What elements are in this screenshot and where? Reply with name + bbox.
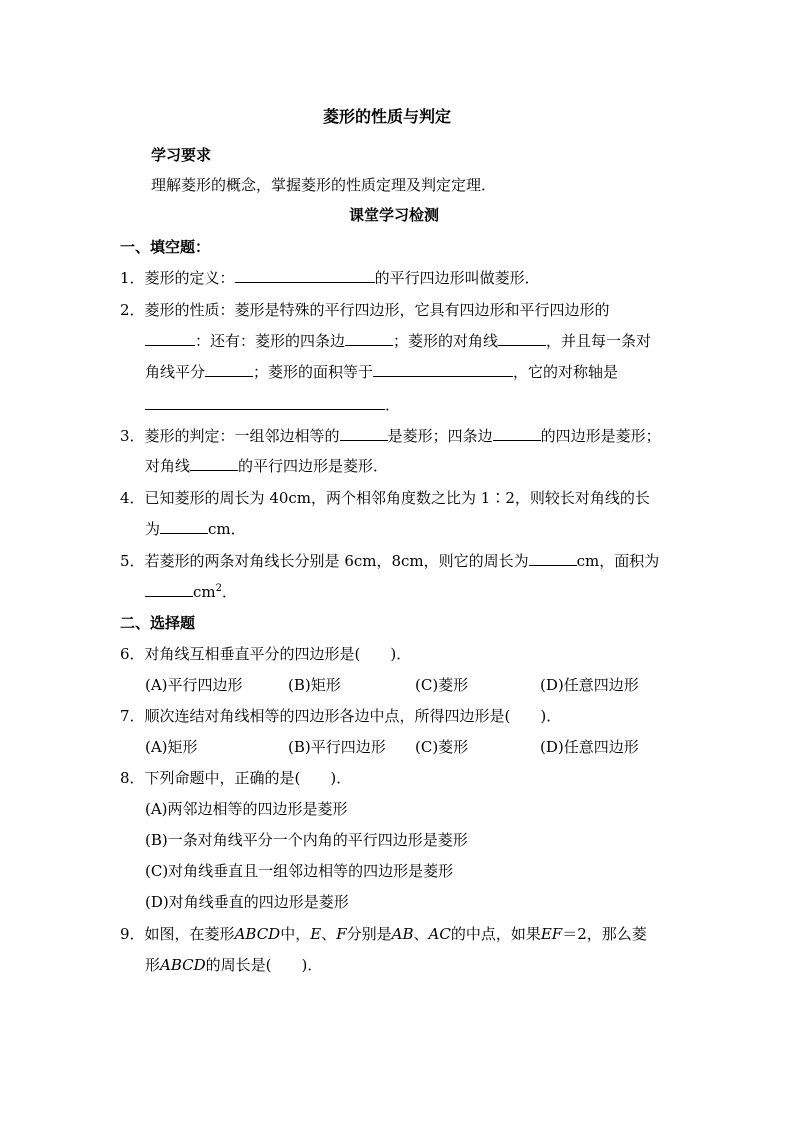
question-2-line-2	[145, 331, 651, 351]
q9-text: 分别是	[346, 925, 392, 943]
question-7	[120, 706, 561, 726]
q3-text: 菱形的判定：一组邻边相等的	[144, 427, 340, 445]
option-d[interactable]: (D)对角线垂直的四边形是菱形	[145, 893, 349, 911]
q3-text: 的平行四边形是菱形．	[238, 457, 389, 475]
answer-blank[interactable]	[373, 362, 513, 377]
q6-text: 对角线互相垂直平分的四边形是( )．	[144, 645, 412, 663]
q3-text: 的四边形是菱形；	[540, 427, 661, 445]
part1-heading: 一、填空题：	[120, 238, 211, 256]
answer-blank[interactable]	[205, 362, 253, 377]
question-6	[120, 644, 411, 664]
option-a[interactable]: (A)平行四边形	[145, 676, 243, 694]
q5-text: cm	[193, 583, 216, 601]
answer-blank[interactable]	[235, 268, 375, 283]
question-number: 7．	[120, 707, 145, 725]
section-heading: 课堂学习检测	[349, 206, 440, 224]
q9-text: 如图，在菱形	[144, 925, 235, 943]
option-b[interactable]: (B)矩形	[288, 676, 341, 694]
question-2-line-3	[145, 362, 618, 382]
page-title: 菱形的性质与判定	[323, 107, 452, 126]
q1-text-b: 的平行四边形叫做菱形．	[374, 269, 540, 287]
math-var: EF	[540, 925, 563, 943]
q2-text: 角线平分	[145, 363, 206, 381]
question-9	[120, 924, 647, 944]
question-4-line-2	[145, 519, 246, 539]
question-5-line-2	[145, 582, 237, 602]
q1-text-a: 菱形的定义：	[144, 269, 235, 287]
q4-text: cm．	[208, 520, 246, 538]
q8-text: 下列命题中，正确的是( )．	[144, 769, 352, 787]
q5-text: cm，面积为	[576, 552, 660, 570]
math-var: E	[310, 925, 322, 943]
option-c[interactable]: (C)菱形	[415, 738, 469, 756]
q9-text: 形	[145, 956, 161, 974]
question-1	[120, 268, 540, 288]
math-var: ABCD	[160, 956, 206, 974]
question-4	[120, 488, 650, 508]
q2-text: ；菱形的对角线	[393, 332, 499, 350]
answer-blank[interactable]	[340, 426, 388, 441]
option-c[interactable]: (C)菱形	[415, 676, 469, 694]
option-c[interactable]: (C)对角线垂直且一组邻边相等的四边形是菱形	[145, 862, 454, 880]
option-a[interactable]: (A)两邻边相等的四边形是菱形	[145, 800, 348, 818]
answer-blank[interactable]	[493, 426, 541, 441]
q9-text: ＝2，那么菱	[562, 925, 647, 943]
q9-text: 的周长是( )．	[205, 956, 323, 974]
question-number: 6．	[120, 645, 145, 663]
math-var: ABCD	[234, 925, 281, 943]
answer-blank[interactable]	[160, 519, 208, 534]
answer-blank[interactable]	[145, 331, 195, 346]
q5-text: 若菱形的两条对角线长分别是 6cm，8cm，则它的周长为	[144, 552, 529, 570]
requirements-text: 理解菱形的概念，掌握菱形的性质定理及判定定理．	[151, 176, 497, 194]
question-9-line-2	[145, 955, 322, 975]
option-a[interactable]: (A)矩形	[145, 738, 198, 756]
q4-text: 为	[145, 520, 161, 538]
answer-blank[interactable]	[190, 456, 238, 471]
q9-text: 中，	[280, 925, 311, 943]
q9-text: 、	[413, 925, 429, 943]
math-var: AC	[428, 925, 451, 943]
math-var: F	[336, 925, 347, 943]
question-number: 2．	[120, 301, 145, 319]
q4-text: 已知菱形的周长为 40cm，两个相邻角度数之比为 1∶2，则较长对角线的长	[144, 489, 650, 507]
question-number: 1．	[120, 269, 145, 287]
question-8	[120, 768, 351, 788]
q3-text: 是菱形；四条边	[387, 427, 493, 445]
answer-blank[interactable]	[498, 331, 546, 346]
question-number: 3．	[120, 427, 145, 445]
question-number: 8．	[120, 769, 145, 787]
q2-text: ：还有：菱形的四条边	[195, 332, 346, 350]
option-d[interactable]: (D)任意四边形	[540, 738, 639, 756]
option-b[interactable]: (B)平行四边形	[288, 738, 386, 756]
question-3-line-2	[145, 456, 388, 476]
q9-text: 的中点，如果	[450, 925, 541, 943]
option-b[interactable]: (B)一条对角线平分一个内角的平行四边形是菱形	[145, 831, 468, 849]
requirements-heading: 学习要求	[151, 146, 212, 164]
q9-text: 、	[321, 925, 337, 943]
question-5	[120, 551, 659, 571]
answer-blank[interactable]	[145, 582, 193, 597]
answer-blank[interactable]	[529, 551, 577, 566]
q2-text: ，它的对称轴是	[513, 363, 619, 381]
question-number: 5．	[120, 552, 145, 570]
q5-text: ．	[222, 583, 238, 601]
option-d[interactable]: (D)任意四边形	[540, 676, 639, 694]
math-var: AB	[391, 925, 414, 943]
superscript: 2	[215, 583, 222, 594]
part2-heading: 二、选择题	[120, 614, 196, 632]
answer-blank[interactable]	[345, 331, 393, 346]
question-number: 9．	[120, 925, 145, 943]
answer-blank[interactable]	[145, 395, 385, 410]
q2-text: ，并且每一条对	[546, 332, 652, 350]
q2-text: ；菱形的面积等于	[253, 363, 374, 381]
q7-text: 顺次连结对角线相等的四边形各边中点，所得四边形是( )．	[144, 707, 562, 725]
question-2	[120, 300, 610, 320]
question-2-line-4	[145, 395, 400, 415]
q3-text: 对角线	[145, 457, 191, 475]
q2-text: ．	[385, 396, 401, 414]
q2-line-1: 菱形的性质：菱形是特殊的平行四边形，它具有四边形和平行四边形的	[144, 301, 610, 319]
question-number: 4．	[120, 489, 145, 507]
question-3	[120, 426, 661, 446]
